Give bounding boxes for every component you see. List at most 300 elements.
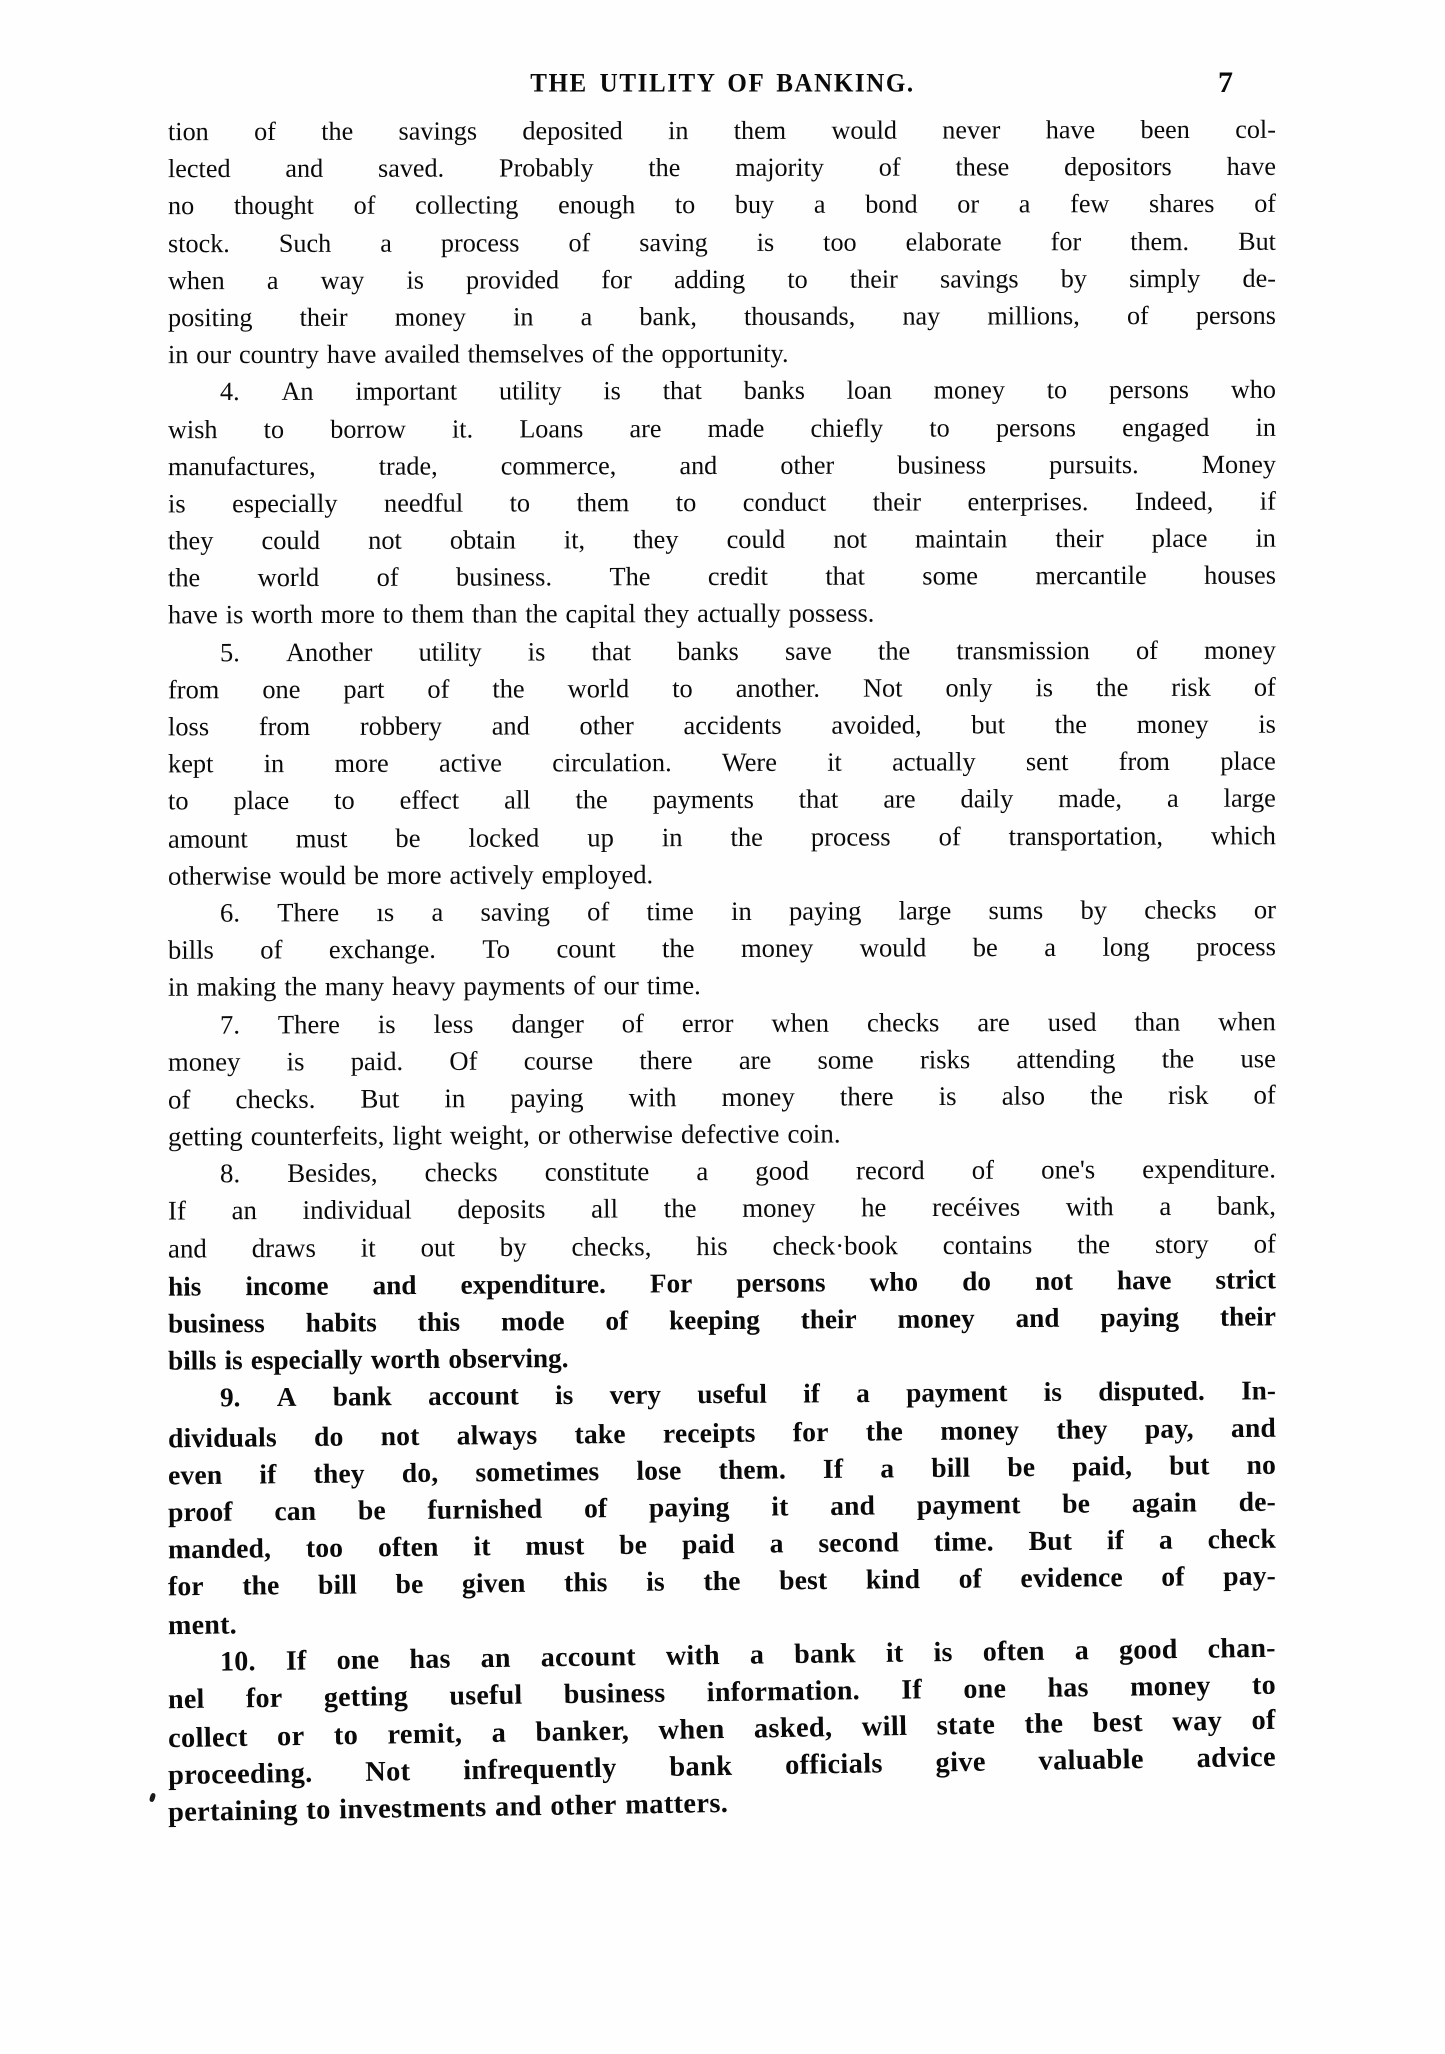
word: place xyxy=(233,785,290,816)
word: that xyxy=(591,635,632,666)
word: mercantile xyxy=(1035,560,1147,591)
word: save xyxy=(784,635,832,666)
word: of xyxy=(427,673,450,704)
text-line xyxy=(168,483,1276,523)
word: risk xyxy=(1167,1079,1209,1110)
word: when xyxy=(167,265,225,295)
word: money xyxy=(721,1081,795,1112)
word: But xyxy=(1238,226,1276,256)
word: remit, xyxy=(387,1718,463,1751)
word: a xyxy=(1166,783,1179,814)
word: the xyxy=(621,339,654,369)
text-line xyxy=(168,631,1276,671)
word: when xyxy=(1218,1005,1276,1036)
word: all xyxy=(504,784,531,815)
word: but xyxy=(971,709,1006,740)
word: of xyxy=(568,227,591,257)
word: process xyxy=(810,821,891,852)
word: 7. xyxy=(219,1009,241,1040)
word: business xyxy=(167,1308,265,1339)
word: bank, xyxy=(1216,1190,1276,1222)
word: Not xyxy=(862,672,903,703)
word: they xyxy=(1056,1412,1108,1445)
word: weight, xyxy=(449,1119,530,1151)
word: paying xyxy=(788,895,862,926)
word: is xyxy=(286,1045,305,1077)
text-line xyxy=(168,743,1276,783)
word: if xyxy=(1259,485,1276,516)
word: lected xyxy=(167,154,231,184)
text-line xyxy=(168,260,1276,300)
word: when xyxy=(771,1007,830,1038)
word: is xyxy=(933,1636,953,1668)
word: is xyxy=(406,265,424,295)
word: paying xyxy=(510,1082,584,1113)
word: also xyxy=(1001,1080,1046,1111)
word: always xyxy=(456,1418,538,1451)
word: second xyxy=(818,1526,900,1559)
text-line xyxy=(168,1076,1276,1118)
word: a xyxy=(380,228,392,258)
word: course xyxy=(523,1045,594,1076)
word: transmission xyxy=(956,634,1090,666)
paragraph-4 xyxy=(168,372,1276,632)
word: take xyxy=(574,1417,626,1449)
word: paying xyxy=(1100,1301,1180,1333)
text-line xyxy=(168,668,1276,708)
text-line xyxy=(168,1003,1276,1044)
word: have xyxy=(167,599,218,630)
paragraph-8 xyxy=(168,1153,1276,1376)
word: circulation. xyxy=(552,747,672,778)
word: been xyxy=(1140,115,1190,145)
word: of xyxy=(1161,1560,1185,1593)
word: of xyxy=(621,1007,644,1038)
word: otherwise xyxy=(167,860,272,891)
text-line xyxy=(168,408,1276,448)
word: col- xyxy=(1235,114,1276,144)
word: saving xyxy=(639,227,708,257)
word: made, xyxy=(1058,783,1123,814)
word: especially xyxy=(250,1344,363,1376)
word: they xyxy=(633,524,679,555)
word: used xyxy=(1047,1006,1097,1037)
word: for xyxy=(792,1415,829,1447)
word: even xyxy=(167,1458,223,1491)
word: is xyxy=(167,488,186,519)
word: their xyxy=(1219,1301,1276,1332)
word: obtain xyxy=(449,524,516,555)
word: for xyxy=(1050,226,1082,256)
word: do xyxy=(962,1266,992,1297)
word: must xyxy=(295,822,348,853)
word: in xyxy=(668,116,689,146)
word: must xyxy=(525,1529,585,1562)
word: draws xyxy=(251,1232,316,1263)
word: no xyxy=(167,191,195,221)
word: 4. xyxy=(219,377,240,407)
word: money xyxy=(394,302,466,332)
word: money xyxy=(933,375,1005,405)
word: is xyxy=(377,1008,396,1039)
word: An xyxy=(281,377,314,407)
word: often xyxy=(377,1530,439,1563)
word: actively xyxy=(449,859,534,890)
word: money xyxy=(1136,708,1209,739)
word: advice xyxy=(1196,1742,1277,1775)
word: is xyxy=(645,1565,665,1598)
word: it. xyxy=(451,414,474,444)
word: be xyxy=(353,859,379,890)
word: other xyxy=(579,710,634,741)
word: worth xyxy=(370,1344,441,1375)
word: to xyxy=(306,1794,331,1827)
word: otherwise xyxy=(568,1119,673,1150)
word: them. xyxy=(1130,226,1190,256)
text-line xyxy=(168,371,1276,411)
word: that xyxy=(825,560,865,591)
word: millions, xyxy=(987,301,1080,331)
word: than xyxy=(471,598,518,630)
word: enough xyxy=(558,190,636,220)
word: Money xyxy=(1201,449,1276,479)
word: 10. xyxy=(219,1645,256,1678)
word: if xyxy=(803,1378,820,1409)
word: there xyxy=(639,1044,693,1075)
word: the xyxy=(1090,1080,1124,1111)
word: to xyxy=(929,413,950,443)
word: good xyxy=(755,1155,810,1187)
word: he xyxy=(860,1192,887,1223)
word: dividuals xyxy=(167,1420,277,1453)
paragraph-7 xyxy=(168,1005,1276,1154)
word: money xyxy=(940,1413,1020,1446)
word: a xyxy=(266,265,279,295)
word: no xyxy=(1246,1448,1277,1480)
word: of xyxy=(1253,671,1276,702)
word: the xyxy=(167,562,201,593)
word: in xyxy=(167,340,189,370)
word: is xyxy=(938,1080,957,1111)
word: manufactures, xyxy=(167,451,316,481)
word: or xyxy=(537,1119,561,1150)
word: be xyxy=(1007,1450,1036,1483)
word: check·book xyxy=(772,1229,898,1261)
word: his xyxy=(167,1271,202,1302)
word: process xyxy=(440,227,520,258)
word: it xyxy=(771,1490,789,1522)
word: them xyxy=(411,599,465,630)
word: have xyxy=(326,339,377,369)
word: bill xyxy=(317,1568,358,1601)
word: it xyxy=(473,1530,491,1562)
word: have xyxy=(1045,115,1096,145)
word: 5. xyxy=(219,636,240,667)
word: robbery xyxy=(359,710,442,741)
word: of xyxy=(254,116,276,146)
running-title: THE UTILITY OF BANKING. xyxy=(530,69,915,98)
word: Another xyxy=(285,636,373,667)
word: loss xyxy=(167,711,210,742)
word: proceeding. xyxy=(167,1758,313,1792)
word: Such xyxy=(278,228,332,258)
word: many xyxy=(324,971,385,1002)
word: themselves xyxy=(467,339,585,369)
word: story xyxy=(1154,1228,1209,1259)
paragraph-continued xyxy=(168,112,1276,372)
word: of xyxy=(1254,189,1277,219)
word: bill xyxy=(931,1451,971,1483)
word: a xyxy=(696,1156,709,1187)
word: manded, xyxy=(167,1532,272,1565)
word: if xyxy=(1106,1524,1125,1556)
word: business xyxy=(563,1677,666,1710)
word: ıs xyxy=(376,896,395,928)
word: habits xyxy=(305,1307,377,1338)
word: persons xyxy=(995,412,1076,442)
word: in xyxy=(167,971,189,1003)
word: be xyxy=(972,932,998,963)
word: is xyxy=(527,636,546,667)
word: loan xyxy=(846,375,892,406)
word: strict xyxy=(1215,1264,1276,1295)
word: more xyxy=(386,859,442,890)
text-line xyxy=(168,706,1276,746)
word: keeping xyxy=(668,1304,760,1336)
word: for xyxy=(167,1570,204,1602)
word: active xyxy=(438,747,502,778)
word: There xyxy=(277,1008,340,1039)
word: chan- xyxy=(1207,1632,1276,1665)
word: houses xyxy=(1204,559,1277,591)
word: attending xyxy=(1016,1043,1116,1074)
word: world xyxy=(567,673,630,704)
word: best xyxy=(1092,1707,1144,1739)
word: is xyxy=(1043,1377,1062,1408)
word: not xyxy=(1034,1265,1073,1296)
word: borrow xyxy=(330,414,406,444)
word: effect xyxy=(399,785,460,816)
word: an xyxy=(480,1642,511,1674)
word: the xyxy=(1024,1708,1064,1741)
word: their xyxy=(872,486,922,517)
word: which xyxy=(1210,819,1276,851)
word: the xyxy=(284,971,317,1002)
text-line xyxy=(168,222,1276,262)
word: by xyxy=(499,1231,527,1262)
word: has xyxy=(409,1643,451,1675)
word: But xyxy=(1028,1524,1073,1557)
word: sent xyxy=(1025,746,1069,777)
word: with xyxy=(628,1082,677,1113)
word: pursuits. xyxy=(1049,449,1139,480)
word: of xyxy=(587,896,610,927)
text-line xyxy=(168,446,1276,486)
word: expenditure. xyxy=(460,1268,606,1300)
word: the xyxy=(1077,1228,1111,1260)
word: account xyxy=(428,1380,519,1412)
word: kept xyxy=(167,748,214,779)
word: of xyxy=(971,1155,995,1186)
word: Were xyxy=(721,747,777,778)
word: with xyxy=(665,1639,720,1672)
word: wish xyxy=(167,414,218,444)
word: paying xyxy=(648,1490,730,1523)
word: that xyxy=(798,784,839,815)
word: made xyxy=(707,413,765,443)
word: exchange. xyxy=(328,934,436,965)
word: of xyxy=(605,1305,629,1336)
word: actually xyxy=(892,746,976,777)
word: the xyxy=(703,1565,741,1597)
word: check xyxy=(1207,1522,1277,1555)
word: who xyxy=(869,1266,919,1297)
word: be xyxy=(395,822,421,853)
word: saved. xyxy=(377,153,445,183)
word: by xyxy=(1080,894,1108,925)
text-line xyxy=(168,185,1276,225)
word: this xyxy=(563,1566,608,1598)
word: If xyxy=(822,1452,844,1484)
word: paid xyxy=(681,1528,735,1560)
word: of xyxy=(938,820,961,851)
running-head xyxy=(170,66,1275,104)
word: to xyxy=(167,785,189,816)
word: their xyxy=(800,1304,857,1335)
word: credit xyxy=(707,561,768,592)
word: thought xyxy=(233,191,314,221)
word: up xyxy=(587,821,614,852)
word: evidence xyxy=(1020,1561,1123,1594)
word: asked, xyxy=(753,1712,833,1745)
word: of xyxy=(583,1492,608,1524)
word: process xyxy=(1196,931,1277,962)
word: them. xyxy=(718,1453,787,1485)
word: avoided, xyxy=(831,709,922,740)
word: not xyxy=(833,523,868,554)
word: in xyxy=(1255,412,1276,442)
word: officials xyxy=(784,1748,884,1782)
word: information. xyxy=(706,1675,861,1709)
word: too xyxy=(823,227,857,257)
word: a xyxy=(856,1378,870,1409)
word: in xyxy=(444,1083,466,1114)
word: bank xyxy=(332,1381,392,1412)
word: counterfeits, xyxy=(250,1120,385,1152)
word: and xyxy=(167,1232,207,1264)
word: these xyxy=(955,152,1010,182)
word: they xyxy=(643,598,690,629)
paragraph-10 xyxy=(167,1632,1277,1829)
text-line xyxy=(168,520,1276,560)
word: a xyxy=(1044,932,1057,963)
word: do xyxy=(313,1420,344,1452)
word: the xyxy=(865,1414,904,1447)
word: place xyxy=(1151,522,1208,554)
paragraph-5 xyxy=(168,633,1276,893)
word: to xyxy=(675,486,697,517)
text-line xyxy=(168,594,1276,634)
word: valuable xyxy=(1038,1744,1145,1777)
word: money xyxy=(742,1193,816,1224)
word: provided xyxy=(466,265,560,295)
word: would xyxy=(279,859,346,891)
word: useful xyxy=(449,1679,523,1712)
word: of xyxy=(573,970,596,1001)
word: banker, xyxy=(535,1715,630,1749)
word: who xyxy=(1230,375,1276,405)
word: Besides, xyxy=(287,1157,378,1189)
word: locked xyxy=(468,822,540,853)
word: are xyxy=(738,1044,772,1075)
word: checks xyxy=(1144,894,1217,925)
word: time. xyxy=(933,1525,994,1558)
text-line xyxy=(168,148,1276,188)
word: to xyxy=(1046,375,1068,405)
word: bills xyxy=(167,1345,217,1376)
word: and xyxy=(372,1269,417,1301)
word: is xyxy=(1258,708,1276,739)
word: state xyxy=(936,1709,996,1742)
word: pertaining xyxy=(167,1795,299,1829)
word: country xyxy=(238,339,320,370)
word: 8. xyxy=(219,1158,241,1189)
word: sums xyxy=(988,894,1044,926)
word: are xyxy=(883,783,916,814)
word: and xyxy=(829,1489,876,1521)
word: To xyxy=(482,933,511,964)
text-line xyxy=(168,1188,1276,1230)
word: capital xyxy=(565,598,636,629)
word: getting xyxy=(167,1121,243,1152)
word: is xyxy=(756,227,775,257)
word: money xyxy=(897,1303,975,1334)
word: when xyxy=(658,1714,725,1747)
word: is xyxy=(1035,672,1054,703)
word: to xyxy=(333,1720,359,1752)
word: sometimes xyxy=(475,1454,600,1488)
word: a xyxy=(1018,189,1031,219)
word: risks xyxy=(919,1043,971,1075)
word: majority xyxy=(735,152,824,183)
paragraph-9 xyxy=(167,1375,1277,1641)
word: of xyxy=(167,1084,191,1115)
word: important xyxy=(355,376,458,407)
word: The xyxy=(609,561,651,592)
word: from xyxy=(1118,746,1170,777)
word: conduct xyxy=(742,486,827,517)
word: furnished xyxy=(427,1492,543,1525)
word: enterprises. xyxy=(967,485,1089,517)
word: given xyxy=(461,1567,526,1599)
word: persons xyxy=(1108,375,1189,405)
word: more xyxy=(320,599,376,630)
word: too xyxy=(305,1531,344,1564)
word: collect xyxy=(167,1721,249,1755)
word: a xyxy=(431,896,444,927)
word: of xyxy=(1253,1228,1277,1259)
word: could xyxy=(726,523,786,555)
word: use xyxy=(1240,1042,1276,1074)
word: out xyxy=(420,1231,455,1262)
word: is xyxy=(603,376,621,406)
word: them xyxy=(733,115,787,145)
word: opportunity. xyxy=(661,338,789,369)
word: of xyxy=(591,339,614,369)
word: some xyxy=(922,560,979,591)
word: deposited xyxy=(522,116,623,146)
word: actually xyxy=(697,598,781,629)
